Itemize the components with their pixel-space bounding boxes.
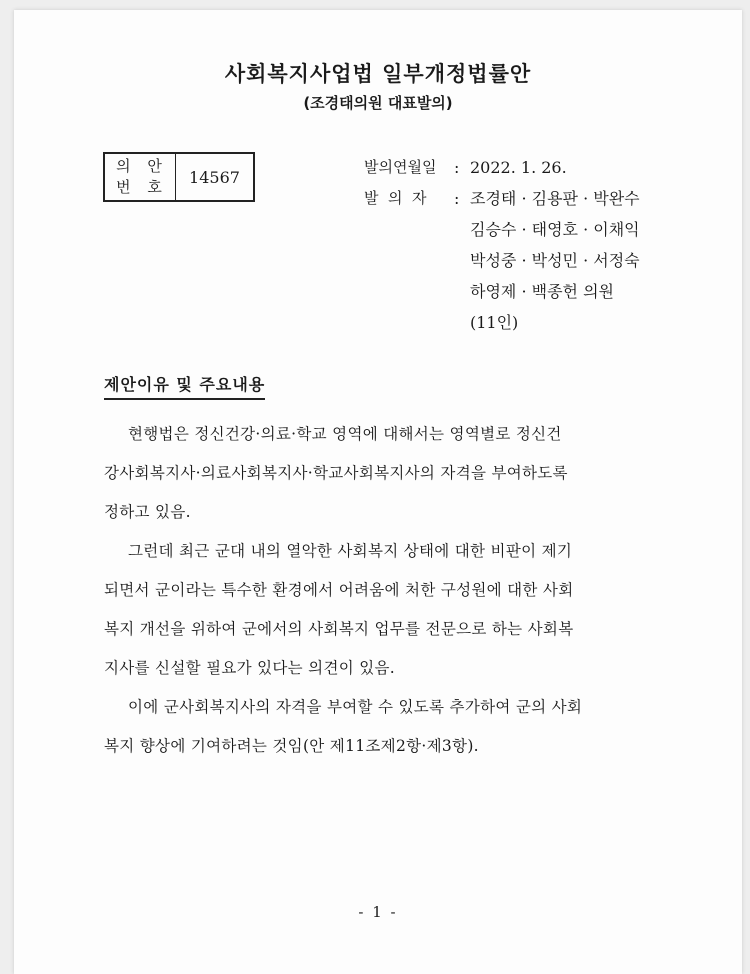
bill-number-value: 14567 (189, 167, 240, 187)
proposer-count-row (364, 307, 640, 338)
body-line: 현행법은 정신건강·의료·학교 영역에 대해서는 영역별로 정신건 (128, 425, 562, 443)
body-line: 이에 군사회복지사의 자격을 부여할 수 있도록 추가하여 군의 사회 (128, 698, 583, 716)
proposer-key: 발 의 자 (364, 189, 427, 207)
document-page (14, 10, 742, 974)
proposer-row: 발 의 자 : 조경태 · 김용판 · 박완수 (364, 183, 640, 214)
bill-label-line2: 번 호 (116, 178, 168, 196)
proposer-row (364, 245, 640, 276)
body-text (104, 415, 662, 766)
bill-number-label (105, 154, 176, 200)
proposer-row (364, 276, 640, 307)
bill-number-box (103, 152, 255, 202)
sponsor-line: (조경태의원 대표발의) (303, 94, 453, 112)
body-line: 정하고 있음. (104, 503, 191, 521)
date-value: 2022. 1. 26. (470, 158, 567, 177)
bill-metadata (364, 152, 640, 338)
body-line: 복지 향상에 기여하려는 것임(안 제11조제2항·제3항). (104, 737, 479, 755)
body-line: 되면서 군이라는 특수한 환경에서 어려움에 처한 구성원에 대한 사회 (104, 581, 574, 599)
body-line: 지사를 신설할 필요가 있다는 의견이 있음. (104, 659, 396, 677)
date-key: 발의연월일 (364, 158, 437, 176)
proposer-line: 하영제 · 백종헌 의원 (470, 282, 614, 301)
proposer-line: 박성중 · 박성민 · 서정숙 (470, 251, 640, 270)
page-number: - 1 - (358, 903, 398, 921)
body-line: 강사회복지사·의료사회복지사·학교사회복지사의 자격을 부여하도록 (104, 464, 568, 482)
section-heading: 제안이유 및 주요내용 (104, 372, 265, 400)
proposer-line: 김승수 · 태영호 · 이채익 (470, 220, 640, 239)
proposer-row (364, 214, 640, 245)
body-line: 복지 개선을 위하여 군에서의 사회복지 업무를 전문으로 하는 사회복 (104, 620, 574, 638)
proposer-count: (11인) (470, 313, 519, 332)
document-title: 사회복지사업법 일부개정법률안 (224, 62, 532, 86)
body-line: 그런데 최근 군대 내의 열악한 사회복지 상태에 대한 비판이 제기 (128, 542, 573, 560)
date-row: 발의연월일 : 2022. 1. 26. (364, 152, 640, 183)
bill-label-line1: 의 안 (116, 157, 168, 175)
proposer-line: 조경태 · 김용판 · 박완수 (470, 189, 640, 208)
